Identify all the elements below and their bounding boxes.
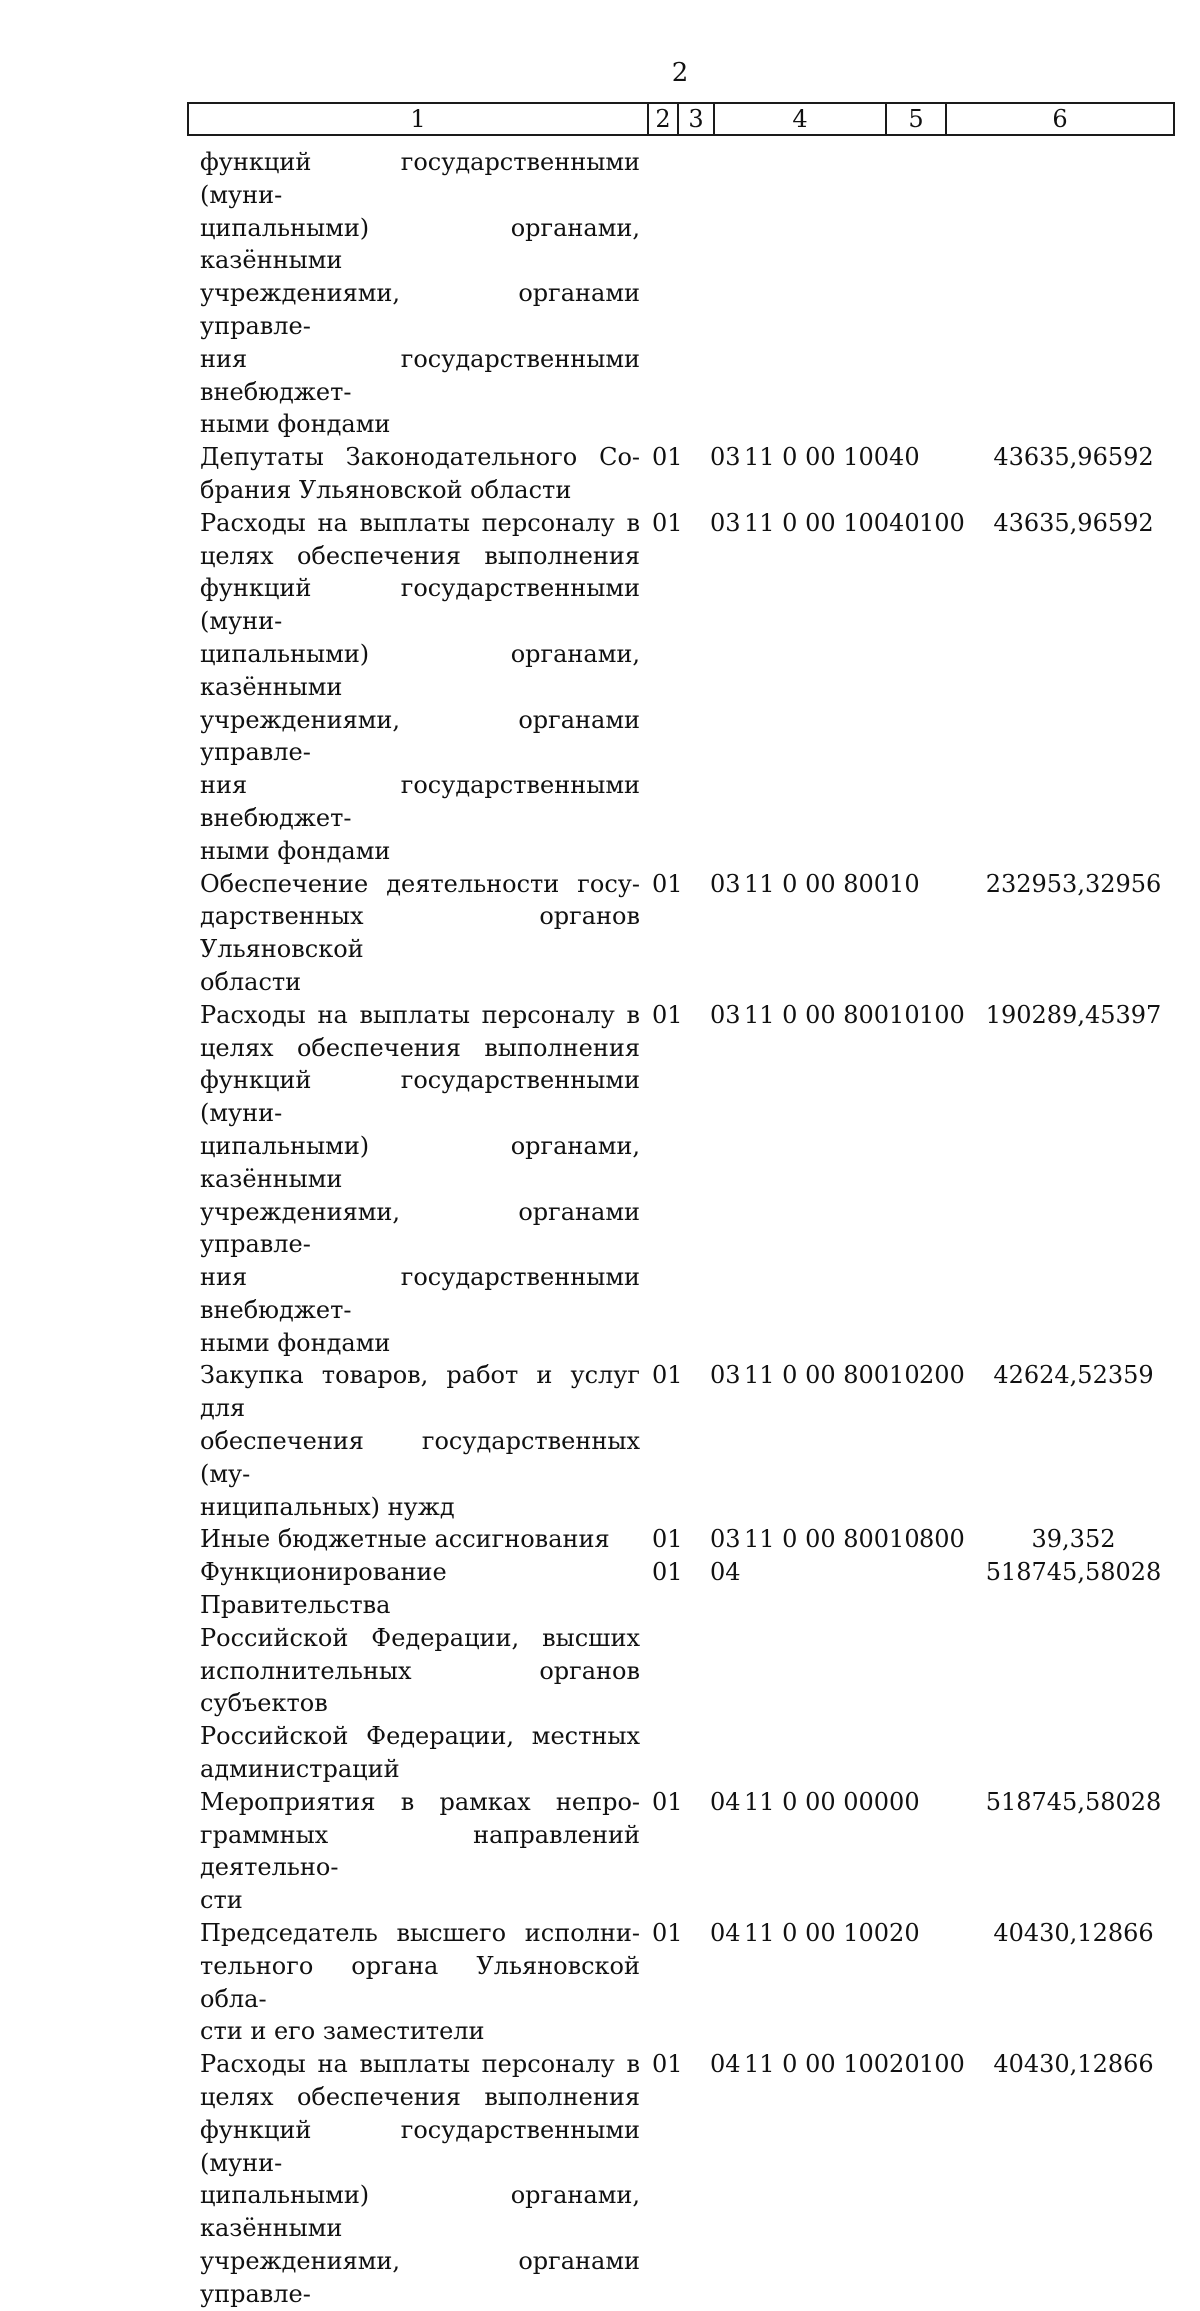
description-line: функций государственными (муни- — [200, 148, 640, 209]
description-line: Иные бюджетные ассигнования — [200, 1525, 610, 1554]
description-line: администраций — [200, 1755, 400, 1784]
description-line: ципальными) органами, казёнными — [200, 2181, 640, 2243]
row-description — [200, 1917, 640, 2048]
table-row — [200, 507, 1190, 868]
header-col-4: 4 — [715, 104, 887, 134]
description-line: сти и его заместители — [200, 2017, 485, 2046]
target-article-code: 11 0 00 10020 — [744, 1919, 920, 1948]
section-code: 01 — [652, 1361, 683, 1390]
amount: 43635,96592 — [993, 508, 1154, 537]
expense-type-code: 100 — [919, 508, 965, 537]
description-line: функций государственными (муни- — [200, 574, 640, 636]
header-col-6: 6 — [1052, 105, 1068, 133]
target-article-code: 11 0 00 80010 — [744, 1525, 920, 1554]
amount: 39,352 — [1031, 1525, 1116, 1554]
description-line: функций государственными (муни- — [200, 1066, 640, 1128]
subsection-code: 04 — [710, 1558, 741, 1587]
description-line: граммных направлений деятельно- — [200, 1820, 640, 1882]
row-description — [200, 1523, 640, 1556]
table-row — [200, 146, 1190, 441]
section-code: 01 — [652, 1525, 683, 1554]
row-description — [200, 1786, 640, 1917]
description-line: функций государственными (муни- — [200, 2115, 640, 2177]
table-row — [200, 868, 1190, 999]
row-description — [200, 2048, 640, 2310]
description-line: Обеспечение деятельности госу- — [200, 869, 640, 898]
row-description — [200, 868, 640, 999]
subsection-code: 04 — [710, 1787, 741, 1816]
amount: 518745,58028 — [985, 1787, 1162, 1816]
amount: 40430,12866 — [993, 1919, 1154, 1948]
expense-type-code: 100 — [919, 1000, 965, 1029]
row-description — [200, 441, 640, 507]
description-line: ния государственными внебюджет- — [200, 1263, 640, 1324]
amount: 43635,96592 — [993, 443, 1154, 472]
description-line: ными фондами — [200, 410, 391, 439]
table-row — [200, 441, 1190, 507]
table-header — [187, 102, 1175, 136]
description-line: Российской Федерации, местных — [200, 1722, 640, 1751]
description-line: целях обеспечения выполнения — [200, 2083, 640, 2112]
table-row — [200, 1917, 1190, 2048]
table-row — [200, 999, 1190, 1360]
section-code: 01 — [652, 508, 683, 537]
target-article-code: 11 0 00 80010 — [744, 869, 920, 898]
table-row — [200, 1556, 1190, 1786]
budget-table-body — [200, 146, 1190, 2311]
description-line: целях обеспечения выполнения — [200, 541, 640, 570]
description-line: учреждениями, органами управле- — [200, 705, 640, 767]
description-line: ципальными) органами, казёнными — [200, 1131, 640, 1193]
target-article-code: 11 0 00 10020 — [744, 2050, 920, 2079]
row-description — [200, 999, 640, 1360]
description-line: Закупка товаров, работ и услуг для — [200, 1361, 640, 1423]
description-line: Расходы на выплаты персоналу в — [200, 508, 640, 537]
table-row — [200, 2048, 1190, 2310]
row-description — [200, 1359, 640, 1523]
target-article-code: 11 0 00 80010 — [744, 1361, 920, 1390]
description-line: исполнительных органов субъектов — [200, 1656, 640, 1718]
description-line: ципальными) органами, казёнными — [200, 639, 640, 701]
description-line: дарственных органов Ульяновской — [200, 902, 640, 964]
amount: 190289,45397 — [985, 1000, 1162, 1029]
description-line: обеспечения государственных (му- — [200, 1427, 640, 1488]
description-line: Российской Федерации, высших — [200, 1623, 640, 1652]
subsection-code: 03 — [710, 443, 741, 472]
table-row — [200, 1786, 1190, 1917]
section-code: 01 — [652, 1919, 683, 1948]
expense-type-code: 200 — [919, 1361, 965, 1390]
description-line: Мероприятия в рамках непро- — [200, 1787, 640, 1816]
section-code: 01 — [652, 869, 683, 898]
amount: 42624,52359 — [993, 1361, 1154, 1390]
description-line: Расходы на выплаты персоналу в — [200, 2050, 640, 2079]
subsection-code: 04 — [710, 1919, 741, 1948]
description-line: тельного органа Ульяновской обла- — [200, 1951, 640, 2013]
target-article-code: 11 0 00 00000 — [744, 1787, 920, 1816]
description-line: ния государственными внебюджет- — [200, 344, 640, 406]
row-description — [200, 1556, 640, 1786]
description-line: ниципальных) нужд — [200, 1492, 455, 1521]
description-line: области — [200, 967, 302, 996]
row-description — [200, 507, 640, 868]
header-col-2: 2 — [649, 104, 679, 134]
table-row — [200, 1359, 1190, 1523]
amount: 518745,58028 — [985, 1558, 1162, 1587]
description-line: Расходы на выплаты персоналу в — [200, 1000, 640, 1029]
description-line: учреждениями, органами управле- — [200, 1197, 640, 1259]
header-col-1: 1 — [189, 104, 649, 134]
description-line: ципальными) органами, казёнными — [200, 213, 640, 275]
description-line: учреждениями, органами управле- — [200, 2247, 640, 2308]
subsection-code: 03 — [710, 1361, 741, 1390]
row-description — [200, 146, 640, 441]
header-col-5: 5 — [887, 104, 947, 134]
description-line: Функционирование Правительства — [200, 1558, 447, 1620]
section-code: 01 — [652, 443, 683, 472]
description-line: Председатель высшего исполни- — [200, 1919, 640, 1948]
subsection-code: 03 — [710, 508, 741, 537]
section-code: 01 — [652, 1000, 683, 1029]
subsection-code: 03 — [710, 1525, 741, 1554]
section-code: 01 — [652, 2050, 683, 2079]
subsection-code: 03 — [710, 1000, 741, 1029]
section-code: 01 — [652, 1787, 683, 1816]
description-line: учреждениями, органами управле- — [200, 279, 640, 340]
description-line: ными фондами — [200, 836, 391, 865]
target-article-code: 11 0 00 10040 — [744, 508, 920, 537]
description-line: целях обеспечения выполнения — [200, 1033, 640, 1062]
expense-type-code: 800 — [919, 1525, 965, 1554]
page-number: 2 — [671, 58, 689, 88]
section-code: 01 — [652, 1558, 683, 1587]
header-col-3: 3 — [679, 104, 715, 134]
amount: 232953,32956 — [985, 869, 1162, 898]
target-article-code: 11 0 00 80010 — [744, 1000, 920, 1029]
description-line: брания Ульяновской области — [200, 475, 572, 504]
description-line: ния государственными внебюджет- — [200, 771, 640, 832]
amount: 40430,12866 — [993, 2050, 1154, 2079]
table-row — [200, 1523, 1190, 1556]
subsection-code: 04 — [710, 2050, 741, 2079]
subsection-code: 03 — [710, 869, 741, 898]
target-article-code: 11 0 00 10040 — [744, 443, 920, 472]
description-line: сти — [200, 1886, 243, 1915]
expense-type-code: 100 — [919, 2050, 965, 2079]
description-line: Депутаты Законодательного Со- — [200, 443, 640, 472]
description-line: ными фондами — [200, 1328, 391, 1357]
